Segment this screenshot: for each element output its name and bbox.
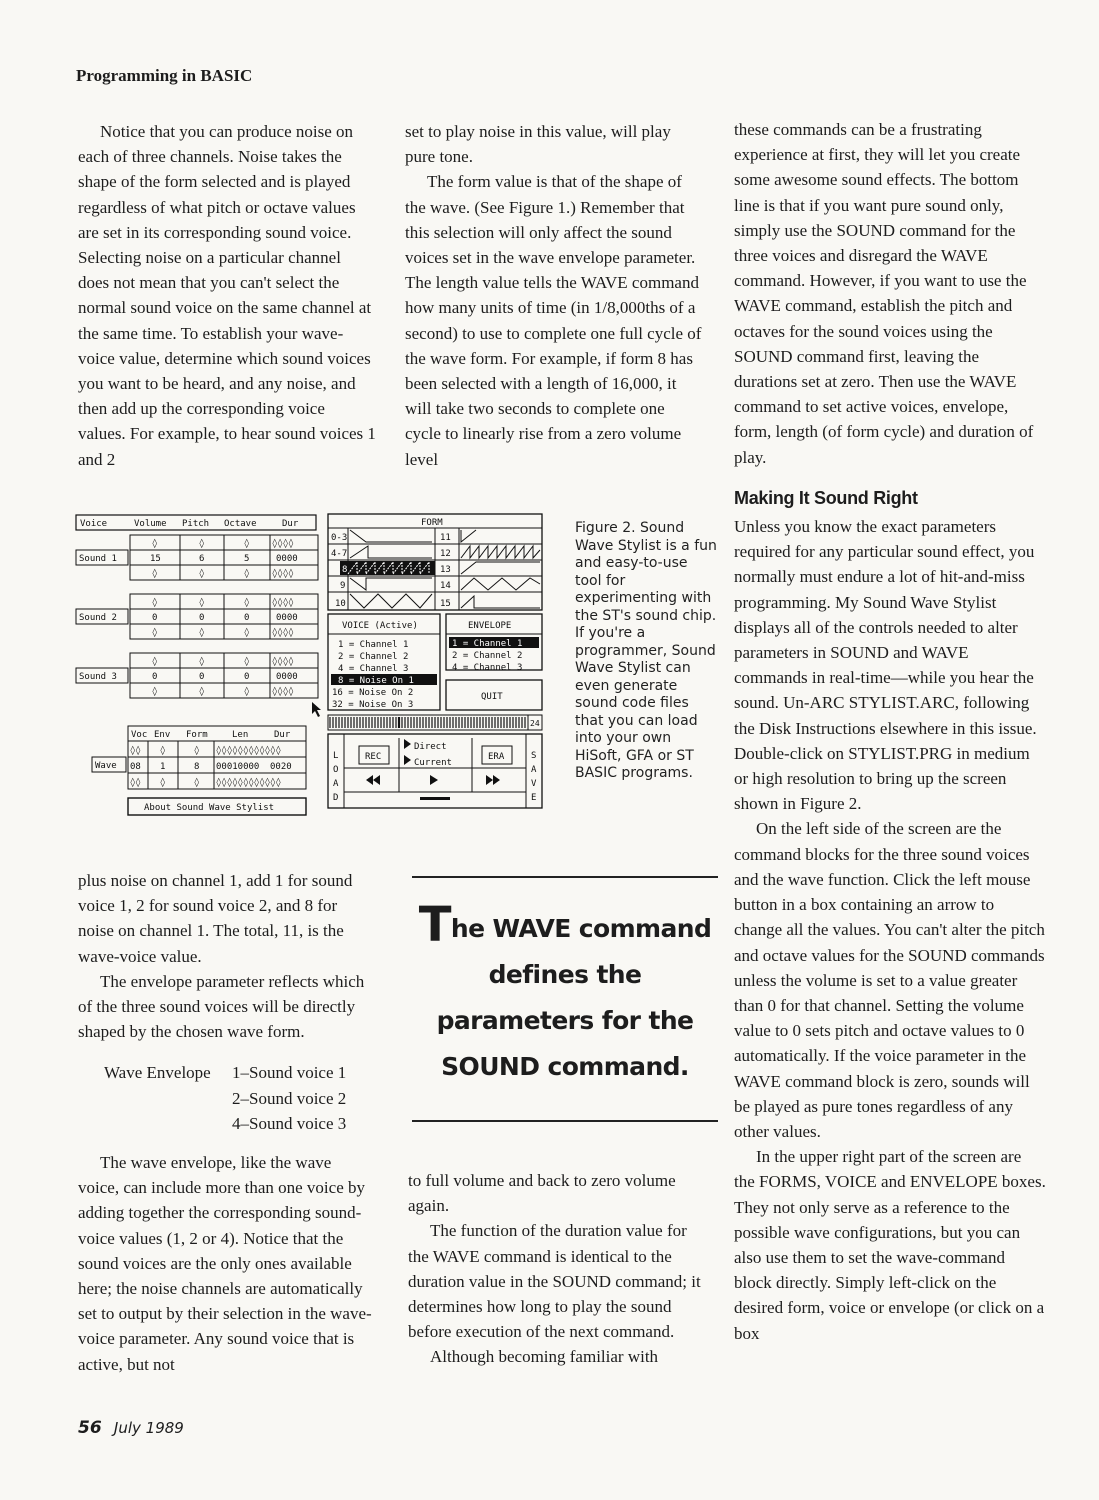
about-button-label: About Sound Wave Stylist (144, 803, 275, 813)
up-arrow-icon[interactable]: ◊ (194, 746, 200, 756)
down-arrow-icon[interactable]: ◊◊◊◊ (272, 569, 294, 579)
form-title: FORM (421, 518, 443, 528)
wave-envelope-label: Wave Envelope (104, 1063, 211, 1083)
sound-2-block (76, 594, 318, 639)
column-1-bottom (78, 868, 376, 1377)
voice-box (328, 614, 440, 710)
envelope-item[interactable]: 2 = Channel 2 (452, 651, 523, 661)
section-header: Programming in BASIC (76, 66, 253, 85)
paragraph: to full volume and back to zero volume again. (408, 1171, 676, 1216)
quit-label: QUIT (481, 692, 503, 702)
sound-3-dur: 0000 (276, 672, 298, 682)
form-label-selected: 8 (342, 565, 348, 575)
envelope-item[interactable]: 4 = Channel 3 (452, 663, 523, 673)
play-icon[interactable] (430, 775, 438, 785)
sound-1-pitch: 6 (199, 554, 205, 564)
form-label: 10 (335, 599, 346, 609)
pull-quote-line: he WAVE command (450, 914, 712, 943)
form-label: 9 (340, 581, 346, 591)
paragraph: The function of the duration value for the WAVE command is identical to the duration value in the SOUND command; it determines how long to play the sound before execution of the next command. (408, 1221, 701, 1342)
stop-icon[interactable] (420, 797, 450, 800)
transport-panel (328, 734, 542, 808)
load-letter[interactable]: D (333, 793, 339, 803)
play-current-icon[interactable] (404, 755, 411, 765)
up-arrow-icon[interactable]: ◊◊◊◊ (272, 539, 294, 549)
sound-3-block (76, 653, 318, 698)
down-arrow-icon[interactable]: ◊ (160, 778, 166, 788)
waveform-decay-icon[interactable] (350, 530, 432, 542)
form-label: 11 (440, 533, 451, 543)
wave-envelope-item: 1–Sound voice 1 (232, 1063, 347, 1083)
sound-1-block (76, 535, 318, 580)
sound-2-pitch: 0 (199, 613, 205, 623)
down-arrow-icon[interactable]: ◊ (199, 687, 205, 697)
waveform-triangle-icon[interactable] (350, 594, 432, 608)
up-arrow-icon[interactable]: ◊◊ (130, 746, 141, 756)
fast-forward-icon[interactable] (486, 775, 500, 785)
header-dur: Dur (282, 519, 299, 529)
voice-item[interactable]: 16 = Noise On 2 (332, 688, 414, 698)
play-direct-icon[interactable] (404, 739, 411, 749)
sound-3-label: Sound 3 (79, 672, 117, 682)
paragraph: plus noise on channel 1, add 1 for sound voice 1, 2 for sound voice 2, and 8 for noise on channel 1. The total, 11, is the wave-voice value. (78, 871, 353, 966)
form-label: 4-7 (331, 549, 348, 559)
sound-wave-stylist-figure (74, 510, 574, 822)
wave-form: 8 (194, 762, 200, 772)
sound-3-octave: 0 (244, 672, 250, 682)
save-letter[interactable]: E (531, 793, 537, 803)
paragraph: these commands can be a frustrating experience at first, they will let you create some awesome sound effects. The bottom line is that if you want pure sound only, simply use the SOUND command for the three voices and disregard the WAVE command. However, if you want to use the WAVE command, establish the pitch and octaves for the sound voices using the SOUND command first, leaving the durations set at zero. Then use the WAVE command to set active voices, envelope, form, length (of form cycle) and duration of play. (734, 120, 1034, 467)
up-arrow-icon[interactable]: ◊ (152, 657, 158, 667)
form-label: 15 (440, 599, 451, 609)
load-letter[interactable]: L (333, 751, 339, 761)
page-number: 56 (78, 1418, 102, 1438)
load-letter[interactable]: A (333, 779, 339, 789)
down-arrow-icon[interactable]: ◊ (199, 628, 205, 638)
sound-3-volume: 0 (152, 672, 158, 682)
wave-len: 00010000 (216, 762, 260, 772)
load-letter[interactable]: O (333, 765, 339, 775)
paragraph: set to play noise in this value, will play pure tone. (405, 122, 671, 167)
form-label: 14 (440, 581, 451, 591)
sound-2-volume: 0 (152, 613, 158, 623)
wave-dur: 0020 (270, 762, 292, 772)
sound-1-octave: 5 (244, 554, 250, 564)
rec-label: REC (365, 752, 382, 762)
issue-date: July 1989 (113, 1419, 184, 1437)
wave-header-len: Len (232, 730, 249, 740)
wave-envelope-list (104, 1060, 376, 1136)
voice-item-selected[interactable]: 8 = Noise On 1 (338, 676, 414, 686)
down-arrow-icon[interactable]: ◊ (194, 778, 200, 788)
wave-header-form: Form (186, 730, 208, 740)
paragraph: The form value is that of the shape of the wave. (See Figure 1.) Remember that this selection will only affect the sound voices set in the wave envelope parameter. The length value tells the WAVE command how many units of time (in 1/8,000ths of a second) to use to complete one full cycle of the wave form. For example, if form 8 has been selected with a length of 16,000, it will take two seconds to complete one cycle to linearly rise from a zero volume level (405, 172, 702, 469)
paragraph: The wave envelope, like the wave voice, can include more than one voice by adding together the corresponding sound-voice values (1, 2 or 4). Notice that the sound voices are the only ones available here; the noise channels are automatically set to output by their selection in the wave-voice parameter. Any sound voice that is active, but not (78, 1153, 372, 1374)
slider-track[interactable] (330, 717, 525, 728)
form-label: 13 (440, 565, 451, 575)
down-arrow-icon[interactable]: ◊ (244, 687, 250, 697)
divider (412, 876, 718, 878)
waveform-attack-hold-icon[interactable] (461, 562, 540, 574)
pull-quote-line: SOUND command. (441, 1052, 689, 1081)
figure-caption: Figure 2. Sound Wave Stylist is a fun and easy-to-use tool for experimenting with the ST's sound chip. If you're a programmer, Sound Wave Stylist can even generate sound code files that you can load into your own HiSoft, GFA or ST BASIC programs. (575, 520, 717, 781)
paragraph: On the left side of the screen are the command blocks for the three sound voices and the wave function. Click the left mouse button in a box containing an arrow to change all the values. You can't alter the pitch and octave values for the SOUND commands unless the volume is set to a value greater than 0 for that channel. Setting the volume value to 0 sets pitch and octave values to 0 automatically. If the voice parameter in the WAVE command block is zero, sounds will be played as pure tones regardless of any other values. (734, 819, 1045, 1141)
wave-env: 1 (160, 762, 166, 772)
up-arrow-icon[interactable]: ◊ (244, 539, 250, 549)
header-octave: Octave (224, 519, 257, 529)
up-arrow-icon[interactable]: ◊ (244, 657, 250, 667)
wave-envelope-item: 4–Sound voice 3 (232, 1113, 347, 1133)
page-footer (78, 1418, 184, 1438)
paragraph: The envelope parameter reflects which of the three sound voices will be directly shaped by the chosen wave form. (78, 971, 365, 1042)
waveform-attack-off-icon[interactable] (461, 596, 540, 608)
down-arrow-icon[interactable]: ◊ (244, 628, 250, 638)
wave-envelope-item: 2–Sound voice 2 (232, 1088, 347, 1108)
save-letter[interactable]: S (531, 751, 537, 761)
voice-title: VOICE (Active) (342, 621, 418, 631)
rewind-icon[interactable] (366, 775, 380, 785)
slider-value: 24 (530, 719, 540, 728)
slider[interactable] (328, 715, 542, 730)
envelope-item-selected[interactable]: 1 = Channel 1 (452, 639, 523, 649)
up-arrow-icon[interactable]: ◊ (199, 657, 205, 667)
waveform-triangle-inverse-icon[interactable] (461, 578, 540, 590)
down-arrow-icon[interactable]: ◊ (152, 569, 158, 579)
wave-block (92, 726, 306, 815)
up-arrow-icon[interactable]: ◊ (152, 539, 158, 549)
mouse-pointer-icon (312, 702, 321, 717)
wave-header-voc: Voc (131, 730, 148, 740)
up-arrow-icon[interactable]: ◊◊◊◊◊◊◊◊◊◊◊◊ (216, 746, 282, 756)
up-arrow-icon[interactable]: ◊ (199, 598, 205, 608)
up-arrow-icon[interactable]: ◊ (160, 746, 166, 756)
sound-1-dur: 0000 (276, 554, 298, 564)
envelope-title: ENVELOPE (468, 621, 512, 631)
down-arrow-icon[interactable]: ◊ (152, 628, 158, 638)
form-box (328, 514, 542, 610)
waveform-attack-icon[interactable] (350, 546, 432, 558)
waveform-inverse-sawtooth-icon[interactable] (461, 546, 540, 558)
voice-item[interactable]: 32 = Noise On 3 (332, 700, 414, 710)
waveform-decay-hold-icon[interactable] (350, 578, 432, 590)
column-1-top (78, 119, 376, 472)
envelope-box (446, 614, 542, 673)
up-arrow-icon[interactable]: ◊ (199, 539, 205, 549)
paragraph: In the upper right part of the screen are the FORMS, VOICE and ENVELOPE boxes. They not only serve as a reference to the possible wave configurations, but you can also use them to set the wave-command block directly. Simply left-click on the desired form, voice or envelope (or click on a box (734, 1147, 1046, 1343)
sound-2-dur: 0000 (276, 613, 298, 623)
form-label: 0-3 (331, 533, 348, 543)
down-arrow-icon[interactable]: ◊◊◊◊ (272, 628, 294, 638)
sound-1-volume: 15 (150, 554, 161, 564)
pull-quote (412, 876, 718, 1122)
direct-label[interactable]: Direct (414, 742, 447, 752)
paragraph: Unless you know the exact parameters required for any particular sound effect, you normally must endure a lot of hit-and-miss programming. My Sound Wave Stylist displays all of the controls needed to alter parameters in SOUND and WAVE commands in real-time—while you hear the sound. Un-ARC STYLIST.ARC, following the Disk Instructions elsewhere in this issue. Double-click on STYLIST.PRG in medium or high resolution to bring up the screen shown in Figure 2. (734, 517, 1037, 814)
down-arrow-icon[interactable]: ◊ (152, 687, 158, 697)
wave-voc: 08 (130, 762, 141, 772)
divider (412, 1120, 718, 1122)
down-arrow-icon[interactable]: ◊ (199, 569, 205, 579)
down-arrow-icon[interactable]: ◊◊◊◊ (272, 687, 294, 697)
sound-3-pitch: 0 (199, 672, 205, 682)
down-arrow-icon[interactable]: ◊◊ (130, 778, 141, 788)
subheading: Making It Sound Right (734, 487, 918, 508)
sound-table-header (76, 515, 316, 530)
save-letter[interactable]: A (531, 765, 537, 775)
drop-cap: T (418, 897, 451, 953)
form-label: 12 (440, 549, 451, 559)
voice-item[interactable]: 1 = Channel 1 (338, 640, 409, 650)
column-2-bottom (408, 1168, 706, 1370)
save-letter[interactable]: V (531, 779, 537, 789)
waveform-decay-high-icon[interactable] (461, 530, 476, 542)
voice-item[interactable]: 4 = Channel 3 (338, 664, 409, 674)
pull-quote-line: parameters for the (436, 1006, 694, 1035)
current-label[interactable]: Current (414, 758, 452, 768)
wave-header-dur: Dur (274, 730, 291, 740)
voice-item[interactable]: 2 = Channel 2 (338, 652, 409, 662)
sound-2-octave: 0 (244, 613, 250, 623)
column-3 (734, 117, 1046, 1346)
up-arrow-icon[interactable]: ◊ (244, 598, 250, 608)
up-arrow-icon[interactable]: ◊◊◊◊ (272, 598, 294, 608)
paragraph: Notice that you can produce noise on each of three channels. Noise takes the shape of the form selected and is played regardless of what pitch or octave values are set in its corresponding sound voice. Selecting noise on a particular channel does not mean that you can't select the normal sound voice on the same channel at the same time. To establish your wave-voice value, determine which sound voices you want to be heard, and any noise, and then add up the corresponding voice values. For example, to hear sound voices 1 and 2 (78, 122, 376, 469)
wave-header-env: Env (154, 730, 171, 740)
header-volume: Volume (134, 519, 167, 529)
up-arrow-icon[interactable]: ◊ (152, 598, 158, 608)
pull-quote-line: defines the (488, 960, 642, 989)
pull-quote-text (412, 897, 718, 1090)
header-pitch: Pitch (182, 519, 210, 529)
down-arrow-icon[interactable]: ◊ (244, 569, 250, 579)
down-arrow-icon[interactable]: ◊◊◊◊◊◊◊◊◊◊◊◊ (216, 778, 282, 788)
sound-2-label: Sound 2 (79, 613, 117, 623)
column-2-top (405, 119, 703, 472)
header-voice: Voice (80, 519, 108, 529)
sound-1-label: Sound 1 (79, 554, 117, 564)
wave-label: Wave (95, 761, 117, 771)
paragraph: Although becoming familiar with (430, 1347, 659, 1367)
era-label: ERA (488, 752, 505, 762)
up-arrow-icon[interactable]: ◊◊◊◊ (272, 657, 294, 667)
